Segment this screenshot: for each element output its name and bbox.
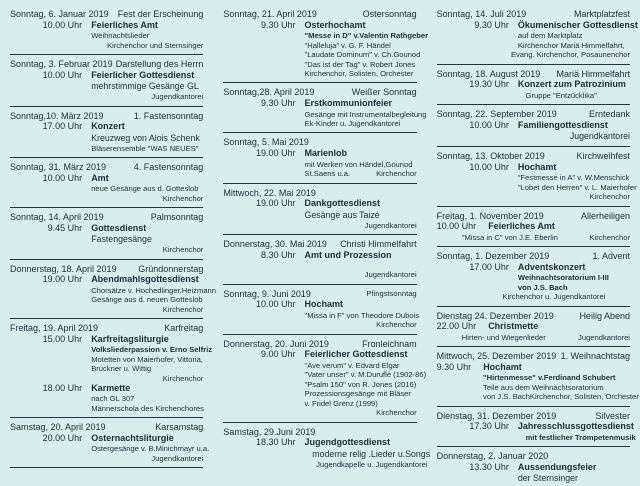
event-entry [10,20,203,31]
event-title: Osterhochamt [304,19,366,30]
event-entry [437,120,630,131]
event-title: Christmette [488,321,539,332]
detail-line: "Ave verum" v. Edvard Elgar [304,360,400,370]
event-block [10,262,216,317]
detail-left: "Missa in C" von J.E. Eberlin [461,232,558,242]
event-time: 10.00 Uhr [436,221,477,232]
event-time: 19.00 Uhr [255,198,296,209]
separator-line [10,106,203,107]
event-time: 10.00 Uhr [469,161,509,172]
event-entry [223,148,416,159]
event-header [10,323,203,334]
event-entry [223,437,416,448]
event-block [436,409,636,445]
event-entry [10,70,203,81]
event-entry [223,20,416,31]
separator-line [437,406,630,407]
detail-line: Kirchenchor, Solisten, Orchester [304,68,414,78]
separator-line [10,417,203,418]
separator-line [223,132,416,133]
event-header [10,264,203,275]
event-block [10,109,203,156]
detail-line: Prozessionsgesänge mit Bläser [304,389,411,399]
event-header [437,109,630,120]
event-time: 9.30 Uhr [260,98,296,109]
detail-line: Ek-Kinder u. Jugendkantorei [304,119,401,128]
detail-line: Motetten von Maierhofer, Vittoria, [91,354,203,364]
detail-line: "Messe in D" v.Valentin Rathgeber [304,31,429,41]
detail-line [437,392,639,402]
event-title: Feierlicher Gottesdienst [304,349,408,360]
event-time: 10.00 Uhr [42,19,83,30]
detail-right: Kirchenchor [589,232,630,242]
detail-line: Weihnachtsoratorium I-III [517,273,609,283]
event-date: Freitag, 1. November 2019 [436,210,544,221]
event-entry [223,98,416,109]
detail-line: "Festmesse in A" v. W.Menschick [517,173,630,183]
event-header [437,251,630,262]
event-title: Ökumenischer Gottesdienst [517,19,638,30]
event-title: Dankgottesdienst [304,198,381,209]
event-occasion: Marktplatzfest [573,9,630,19]
detail-line: Kirchenchor [589,192,630,202]
event-title: Adventskonzert [517,261,586,272]
detail-line: Kirchenchor [162,304,204,314]
event-entry [437,421,634,432]
detail-line: Gesänge aus d. neuen Gotteslob [91,295,203,305]
event-header [437,351,630,362]
event-header [437,9,630,20]
event-header [10,162,203,173]
event-header [437,211,630,222]
event-date: Samstag, 20. April 2019 [10,422,106,433]
detail-line: Fastengesänge [91,234,152,245]
event-block [437,249,630,304]
event-header [437,151,630,162]
event-title: Jugendgottesdienst [304,437,391,448]
detail-line: "Halleluja" v. G. F. Händel [304,40,391,50]
detail-right: Kirchenchor [376,169,417,179]
detail-line: mehrstimmige Gesänge GL [91,81,199,92]
event-header [437,311,630,322]
event-entry [437,462,630,473]
event-time: 15.00 Uhr [42,333,83,344]
detail-line: v. Fridel Grenz (1999) [304,398,378,408]
event-occasion: 4. Fastensonntag [133,162,204,173]
event-time: 9.45 Uhr [47,222,83,233]
event-time: 22.00 Uhr [436,321,477,332]
detail-line: Jugendkantorei [569,131,630,142]
spacer [223,261,416,270]
separator-line [437,446,630,447]
event-header [223,289,416,300]
event-entry [10,433,203,444]
event-occasion: Allerheiligen [580,210,630,221]
event-date: Dienstag, 31. Dezember 2019 [436,410,557,421]
event-header [437,451,630,462]
separator-line [223,183,416,184]
separator-line [437,306,630,307]
event-block [10,321,213,415]
detail-line: der Sternsinger [517,473,578,484]
event-header [223,87,416,98]
event-title: Konzert zum Patrozinium [517,79,626,90]
event-time: 9.00 Uhr [260,349,296,360]
event-header [10,9,203,20]
event-occasion: Gründonnerstag [138,263,204,274]
event-title: Hochamt [304,299,344,310]
event-entry [10,121,203,132]
event-header [223,239,416,250]
event-time: 19.00 Uhr [42,274,83,285]
separator-line [437,346,630,347]
detail-line: moderne relig .Lieder u.Songs [312,448,431,459]
event-header [10,212,203,223]
detail-line: Kirchenchor [162,245,204,255]
event-occasion: Fest der Erscheinung [117,9,204,19]
event-title: Hochamt [483,361,522,372]
detail-line: Chorsätze v. Hochedlinger,Heizmann [91,285,216,295]
detail-line: Ostergesänge v. B.Minichmayr u.a. [91,444,210,454]
schedule-column [436,7,639,484]
separator-line [10,157,203,158]
event-occasion: Karsamstag [155,422,204,433]
event-block [223,85,427,130]
event-date: Sonntag, 14. April 2019 [10,212,104,223]
event-header [10,422,203,433]
event-title: Gottesdienst [91,222,147,233]
separator-line [437,146,630,147]
detail-line: Kirchenchor u. Jugendkantorei [502,292,606,302]
event-occasion: 1. Advent [592,251,630,262]
event-date: Donnerstag, 2. Januar 2020 [436,451,549,462]
event-block [10,160,203,205]
event-block [223,186,416,233]
detail-line: von J.S. Bach [517,282,568,292]
detail-line: Weihnachtslieder [91,31,150,41]
detail-line: Kreuzweg von Alois Schenk [91,132,200,143]
event-entry [223,198,416,209]
detail-line: Jugendkantorei [151,453,204,463]
detail-line: Jugendkantorei [151,92,204,102]
event-header [437,69,630,80]
event-occasion: Erntedank [588,109,630,120]
event-title: Feierlicher Gottesdienst [91,69,195,80]
event-title: Marienlob [304,148,348,159]
event-entry [223,349,416,360]
event-occasion: Darstellung des Herrn [115,59,204,70]
detail-left: Hirten- und Wiegenlieder [461,332,546,342]
event-title: Feierliches Amt [488,221,555,232]
detail-line: "Psalm 150" von R. Jones (2016) [304,379,417,389]
event-title: Familiengottesdienst [517,119,608,130]
detail-line: mit Werken von Händel,Gounod [304,159,413,169]
event-time: 13.30 Uhr [469,461,509,472]
event-time: 18.00 Uhr [42,383,83,394]
event-time: 10.00 Uhr [42,69,83,80]
event-date: Donnerstag, 20. Juni 2019 [223,338,329,349]
event-title: Osternachtsliturgie [91,433,174,444]
event-block [437,449,630,486]
event-date: Sonntag, 6. Januar 2019 [10,9,109,19]
event-time: 19.30 Uhr [469,79,509,90]
separator-line [437,104,630,105]
event-time: 20.00 Uhr [42,433,83,444]
detail-line [437,333,630,342]
event-time: 17.30 Uhr [469,421,509,432]
event-entry [10,223,203,234]
event-title: Abendmahlsgottesdienst [91,274,199,285]
event-title: Konzert [91,121,125,132]
event-time: 18.30 Uhr [255,437,296,448]
event-time: 10.00 Uhr [255,299,296,310]
event-header [223,427,416,438]
event-date: Sonntag, 14. Juli 2019 [436,9,527,19]
event-block [436,349,639,404]
detail-line: Kirchenchor [162,373,204,383]
event-occasion: Mariä Himmelfahrt [556,68,630,79]
event-title: Amt und Prozession [304,249,392,260]
separator-line [10,207,203,208]
event-date: Donnerstag, 30. Mai 2019 [223,239,327,250]
event-block [436,149,637,204]
detail-line: "Missa in F" von Theodore Dubois [304,310,420,320]
event-occasion: Pfingstsonntag [366,289,417,299]
event-date: Samstag, 29.Juni 2019 [223,426,316,437]
event-time: 8.30 Uhr [260,249,296,260]
detail-line: Kirchenchor [376,320,417,330]
detail-line: auf dem Marktplatz [517,31,583,41]
event-entry [437,321,630,332]
event-date: Sonntag, 22. September 2019 [436,109,557,120]
event-title: Karmette [91,383,131,394]
event-date: Dienstag 24. Dezember 2019 [436,310,554,321]
event-time: 10.00 Uhr [42,172,83,183]
event-block [437,309,630,345]
event-title: Amt [91,172,109,183]
event-title: Erstkommunionfeier [304,98,393,109]
event-header [437,411,630,422]
event-entry [437,221,630,232]
event-block [223,135,416,180]
event-date: Sonntag,28. April 2019 [223,87,315,98]
event-date: Sonntag,10. März 2019 [10,110,104,121]
detail-line: Volksliederpassion v. Erno Selfriz [91,345,213,355]
detail-line: Kirchenchor Mariä Himmelfahrt, [517,40,625,50]
separator-line [437,246,630,247]
event-time: 10.00 Uhr [469,119,509,130]
event-date: Sonntag, 31. März 2019 [10,162,107,173]
event-entry [10,274,203,285]
detail-line: Teile aus dem Weihnachtsoratorium [483,382,604,392]
detail-line: Männerschola des Kirchenchores [91,403,204,413]
detail-line: Bruckner u. Wittig [91,364,152,374]
detail-line: "Das ist der Tag" v. Robert Jones [304,59,416,69]
detail-right: Jugendkantorei [578,332,630,342]
separator-line [10,54,203,55]
event-date: Mittwoch, 25. Dezember 2019 [436,351,557,362]
detail-line: "Vater unser" v. M.Duruflé (1902-86) [304,370,427,380]
event-occasion: 1. Weihnachtstag [560,351,630,362]
detail-line: Jugendkapelle u. Jugendkantorei [316,459,428,469]
detail-line: neue Gesänge aus d. Gotteslob [91,184,199,194]
detail-line: "Lobet den Herren" v. L. Maierhofer [517,182,637,192]
event-entry [437,79,630,90]
event-header [223,339,416,350]
event-entry [437,362,630,373]
event-entry [223,299,416,310]
event-block [223,337,427,420]
event-block [10,420,210,465]
detail-line: Gruppe "Entzücklika" [525,90,597,100]
detail-line: Bläserensemble "WAS NEUES" [91,143,199,153]
event-title: Aussendungsfeier [517,461,597,472]
separator-line [437,64,630,65]
detail-left: von J.S. Bach [483,392,530,402]
detail-line: "Hirtenmesse" v.Ferdinand Schubert [483,373,616,383]
event-time: 9.30 Uhr [436,361,472,372]
event-header [10,111,203,122]
event-entry [437,162,630,173]
event-date: Sonntag, 1. Dezember 2019 [436,251,550,262]
separator-line [223,422,416,423]
schedule-column [223,7,431,469]
event-title: Hochamt [517,161,557,172]
event-date: Sonntag, 3. Februar 2019 [10,59,113,70]
event-date: Sonntag, 18. August 2019 [436,68,541,79]
event-header [10,59,203,70]
event-occasion: Heilig Abend [579,310,630,321]
event-date: Freitag, 19. April 2019 [10,323,99,334]
event-occasion: Palmsonntag [150,212,204,223]
event-block [223,237,416,282]
event-entry [10,383,203,394]
detail-line: Gesänge mit Instrumentalbegleitung [304,109,427,119]
detail-line: Jugendkantorei [364,270,417,280]
event-date: Donnerstag, 18. April 2019 [10,263,117,274]
event-occasion: Silvester [595,410,630,421]
detail-right: Kirchenchor, Solisten, Orchester [529,392,639,402]
event-date: Sonntag, 9. Juni 2019 [223,288,311,299]
event-entry [10,173,203,184]
event-occasion: Fronleichnam [362,338,417,349]
event-block [437,107,630,144]
detail-line: Jugendkantorei [364,220,417,230]
separator-line [223,334,416,335]
event-time: 9.30 Uhr [474,19,509,30]
event-entry [223,250,416,261]
separator-line [223,82,416,83]
detail-line: mit festlicher Trompetenmusik [525,432,636,442]
event-block [437,67,630,103]
detail-line [223,169,416,178]
event-block [223,287,420,332]
separator-line [223,234,416,235]
event-occasion: 1. Fastensonntag [133,110,204,121]
event-header [223,9,416,20]
detail-line: Evang. Kirchenchor, Posaunenchor [510,50,630,60]
separator-line [10,259,203,260]
detail-line: Kirchenchor [376,408,417,418]
detail-line: Kirchenchor und Sternsinger [107,40,204,50]
event-date: Sonntag, 21. April 2019 [223,9,317,19]
event-block [10,210,203,257]
event-occasion: Christi Himmelfahrt [340,239,417,250]
event-block [223,7,429,80]
separator-line [223,284,416,285]
event-occasion: Weißer Sonntag [351,87,417,98]
detail-line: Gesänge aus Taizé [304,209,380,220]
event-block [436,7,638,62]
event-occasion: Karfreitag [164,323,204,334]
event-block [10,57,203,104]
separator-line [437,206,630,207]
event-date: Sonntag, 5. Mai 2019 [223,137,309,148]
event-date: Sonntag, 13. Oktober 2019 [436,151,545,162]
event-entry [437,262,630,273]
event-block [437,209,630,245]
event-block [10,7,203,52]
event-header [223,188,416,199]
event-time: 17.00 Uhr [42,121,83,132]
detail-line: Kirchenchor [162,193,204,203]
separator-line [10,467,203,468]
event-date: Mittwoch, 22. Mai 2019 [223,187,316,198]
schedule-column [10,7,216,463]
event-time: 17.00 Uhr [469,261,509,272]
detail-line: "Laudate Dominum" v. Ch.Gounod [304,50,421,60]
event-header [223,137,416,148]
event-time: 19.00 Uhr [255,148,296,159]
event-title: Karfreitagsliturgie [91,333,169,344]
event-occasion: Ostersonntag [362,9,417,19]
event-title: Jahresschlussgottesdienst [517,421,634,432]
event-entry [437,19,638,31]
separator-line [10,318,203,319]
event-title: Feierliches Amt [91,19,158,30]
detail-line [437,233,630,242]
event-time: 9.30 Uhr [260,19,296,30]
event-block [223,425,431,472]
event-occasion: Kirchweihfest [576,151,630,162]
detail-left: St.Saens u.a. [304,169,351,179]
detail-line: nach GL 307 [91,394,135,404]
event-entry [10,334,203,345]
